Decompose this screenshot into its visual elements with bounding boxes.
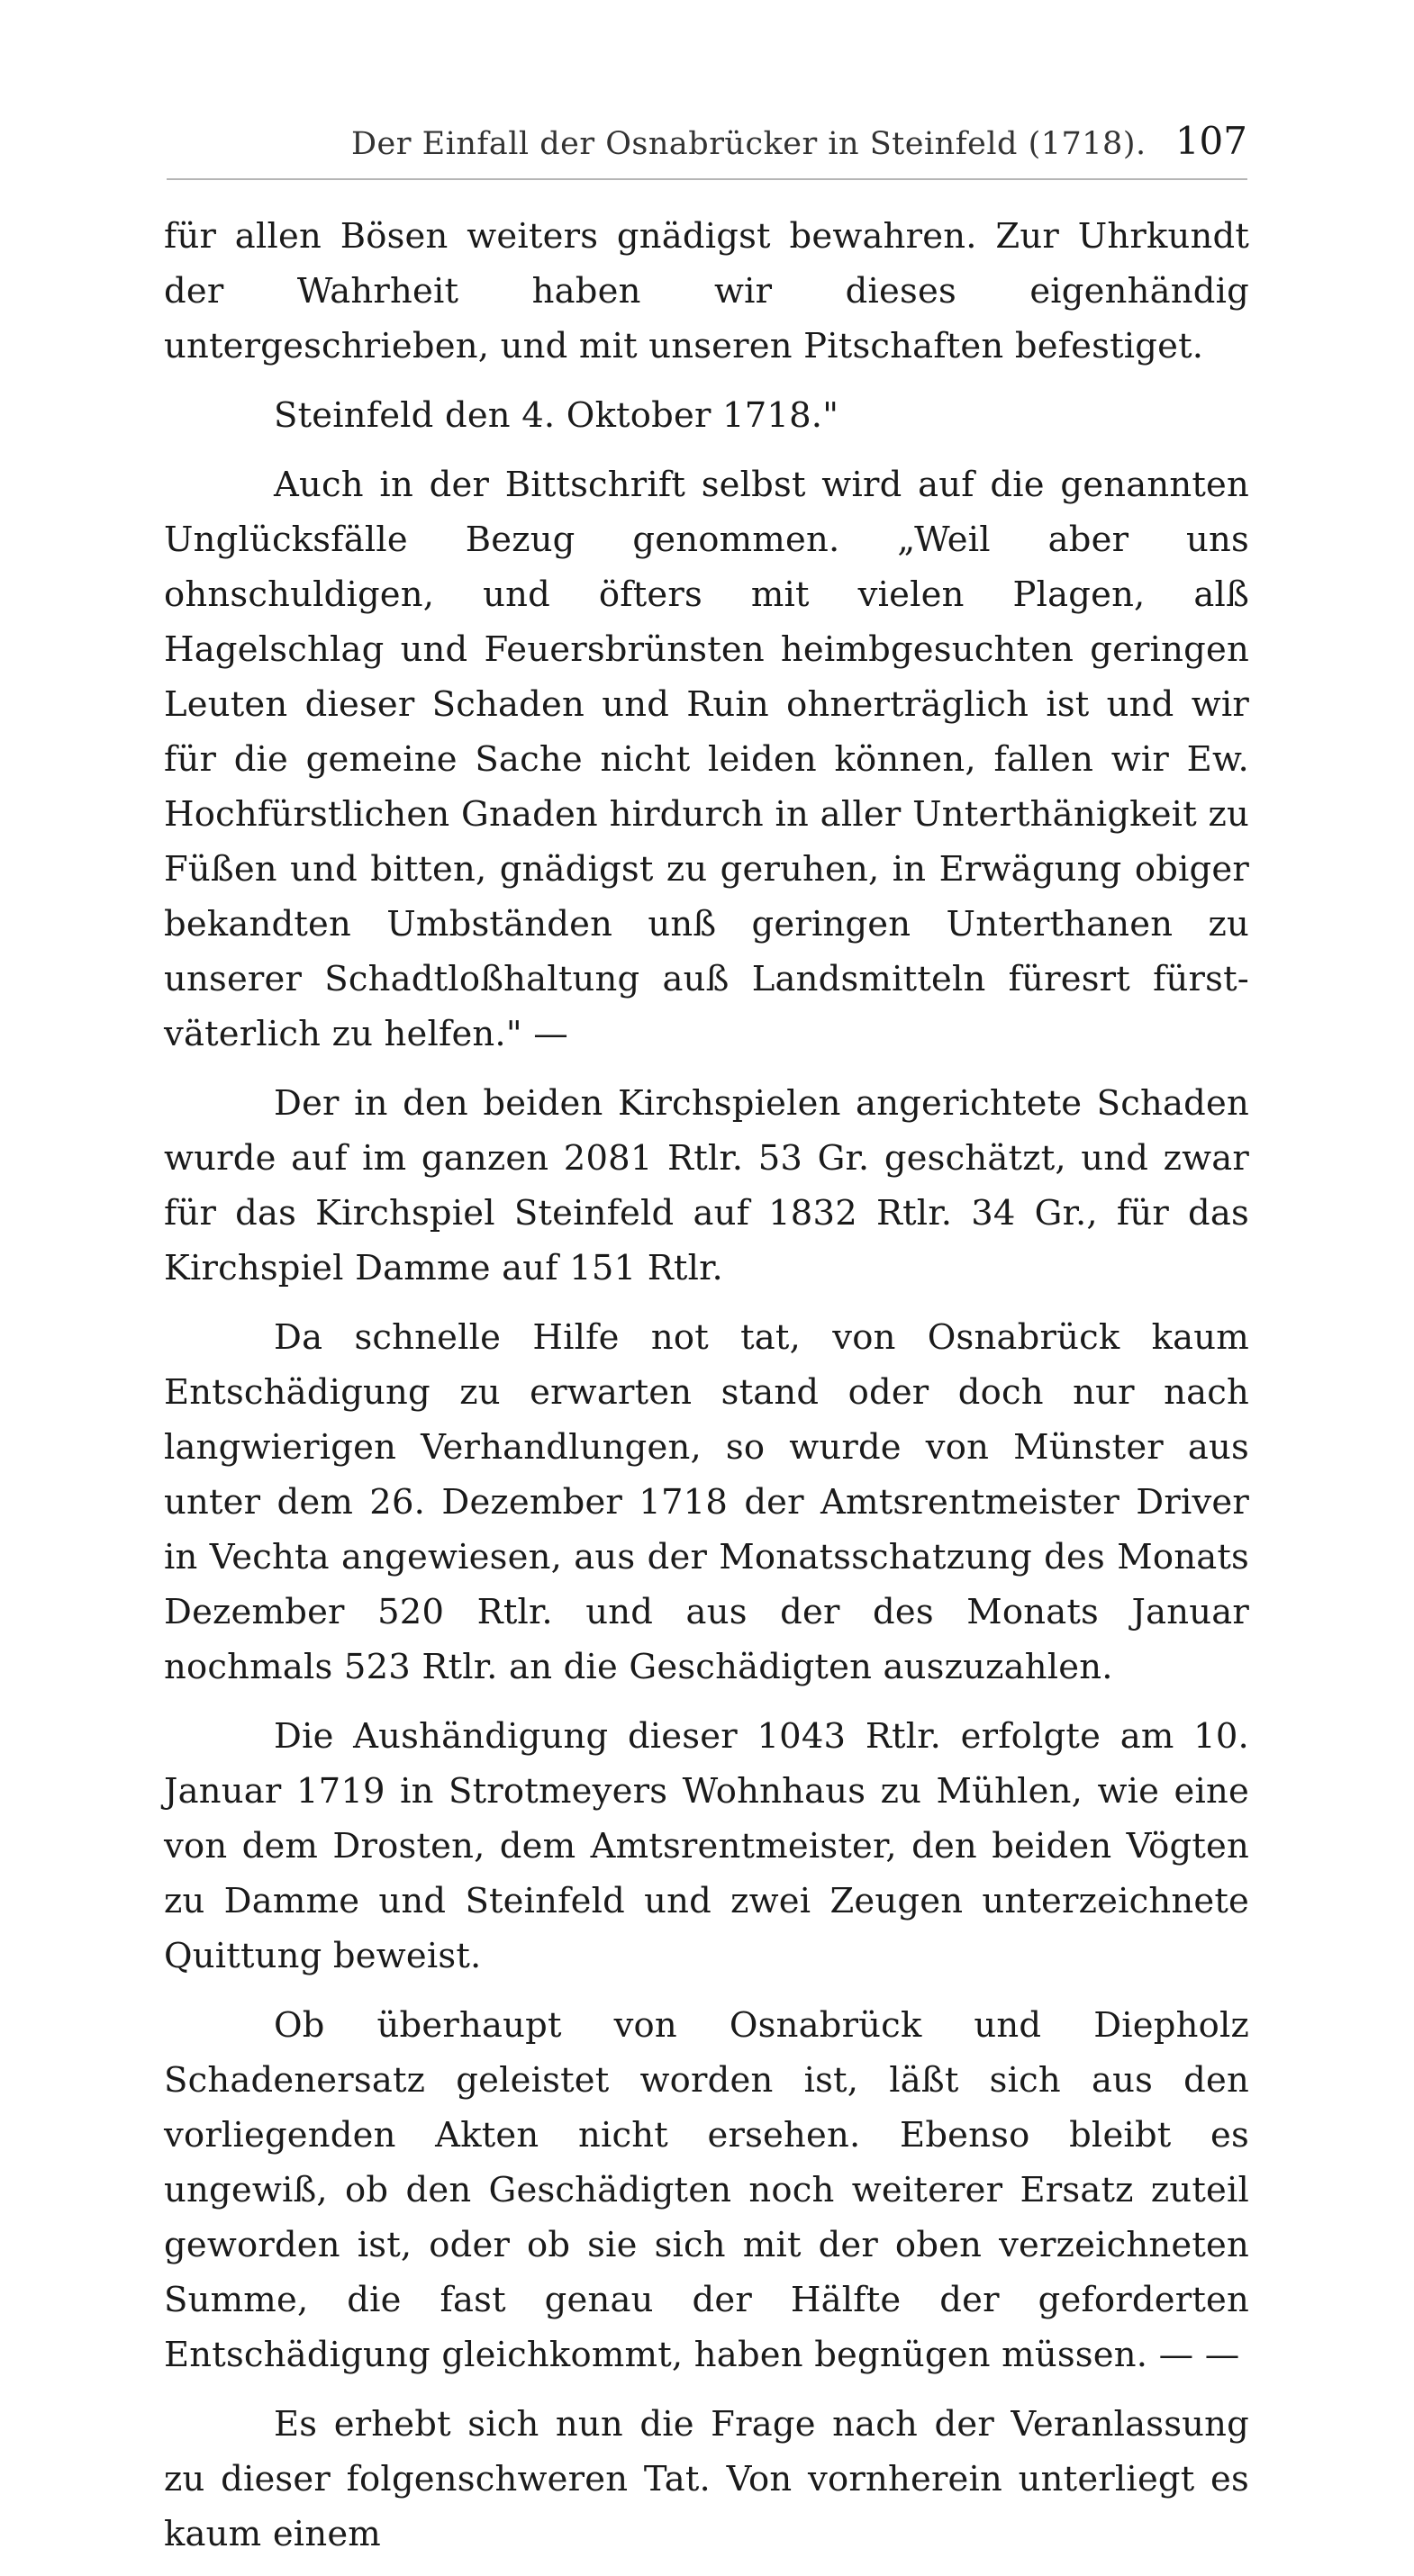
paragraph-continuation: für allen Bösen weiters gnädigst bewahren. Zur Uhrkundt der Wahrheit haben wir dieses eigenhändig untergeschrieben, und mit unseren Pitschaften befestiget. <box>164 216 1249 366</box>
paragraph-compensation: Ob überhaupt von Osnabrück und Diepholz Schadenersatz geleistet worden ist, läßt sich aus den vorliegenden Akten nicht ersehen. Ebenso bleibt es ungewiß, ob den Geschädigten noch weiterer Ersatz zuteil geworden ist, oder ob sie sich mit der oben verzeichneten Summe, die fast genau der Hälfte der geforderten Entschädigung gleichkommt, haben begnügen müssen. — — <box>164 2005 1249 2375</box>
paragraph-payment: Die Aushändigung dieser 1043 Rtlr. erfolgte am 10. Januar 1719 in Strotmeyers Wohnhaus zu Mühlen, wie eine von dem Drosten, dem Amtsrentmeister, den beiden Vögten zu Damme und Steinfeld und zwei Zeugen unterzeichnete Quittung beweist. <box>164 1716 1249 1976</box>
running-head <box>167 119 1247 173</box>
date-line: Steinfeld den 4. Oktober 1718." <box>274 395 839 436</box>
paragraph-damage: Der in den beiden Kirchspielen angerichtete Schaden wurde auf im ganzen 2081 Rtlr. 53 Gr. geschätzt, und zwar für das Kirchspiel Steinfeld auf 1832 Rtlr. 34 Gr., für das Kirchspiel Damme auf 151 Rtlr. <box>164 1083 1249 1288</box>
paragraph-question: Es erhebt sich nun die Frage nach der Veranlassung zu dieser folgenschweren Tat. Von vornherein unterliegt es kaum einem <box>164 2404 1249 2554</box>
running-title: Der Einfall der Osnabrücker in Steinfeld (1718). <box>351 126 1147 162</box>
page-number: 107 <box>1174 119 1247 163</box>
paragraph-aid: Da schnelle Hilfe not tat, von Osnabrück kaum Entschädigung zu erwarten stand oder doch nur nach langwierigen Verhandlungen, so wurde von Münster aus unter dem 26. Dezember 1718 der Amtsrentmeister Driver in Vechta angewiesen, aus der Monatsschatzung des Monats Dezember 520 Rtlr. und aus der des Monats Januar nochmals 523 Rtlr. an die Geschädigten auszuzahlen. <box>164 1317 1249 1687</box>
body-text <box>164 209 1249 2576</box>
paragraph-petition: Auch in der Bittschrift selbst wird auf die genannten Unglücksfälle Bezug genommen. „Weil aber uns ohnschuldigen, und öfters mit vielen Plagen, alß Hagelschlag und Feuersbrünsten heimbgesuchten geringen Leuten dieser Schaden und Ruin ohnerträglich ist und wir für die gemeine Sache nicht leiden können, fallen wir Ew. Hochfürstlichen Gnaden hirdurch in aller Unterthänigkeit zu Füßen und bitten, gnädigst zu geruhen, in Erwägung obiger bekandten Umbständen unß geringen Unterthanen zu unserer Schadtloßhaltung auß Landsmitteln füresrt fürst-väterlich zu helfen." — <box>164 465 1249 1054</box>
header-rule <box>167 178 1247 180</box>
